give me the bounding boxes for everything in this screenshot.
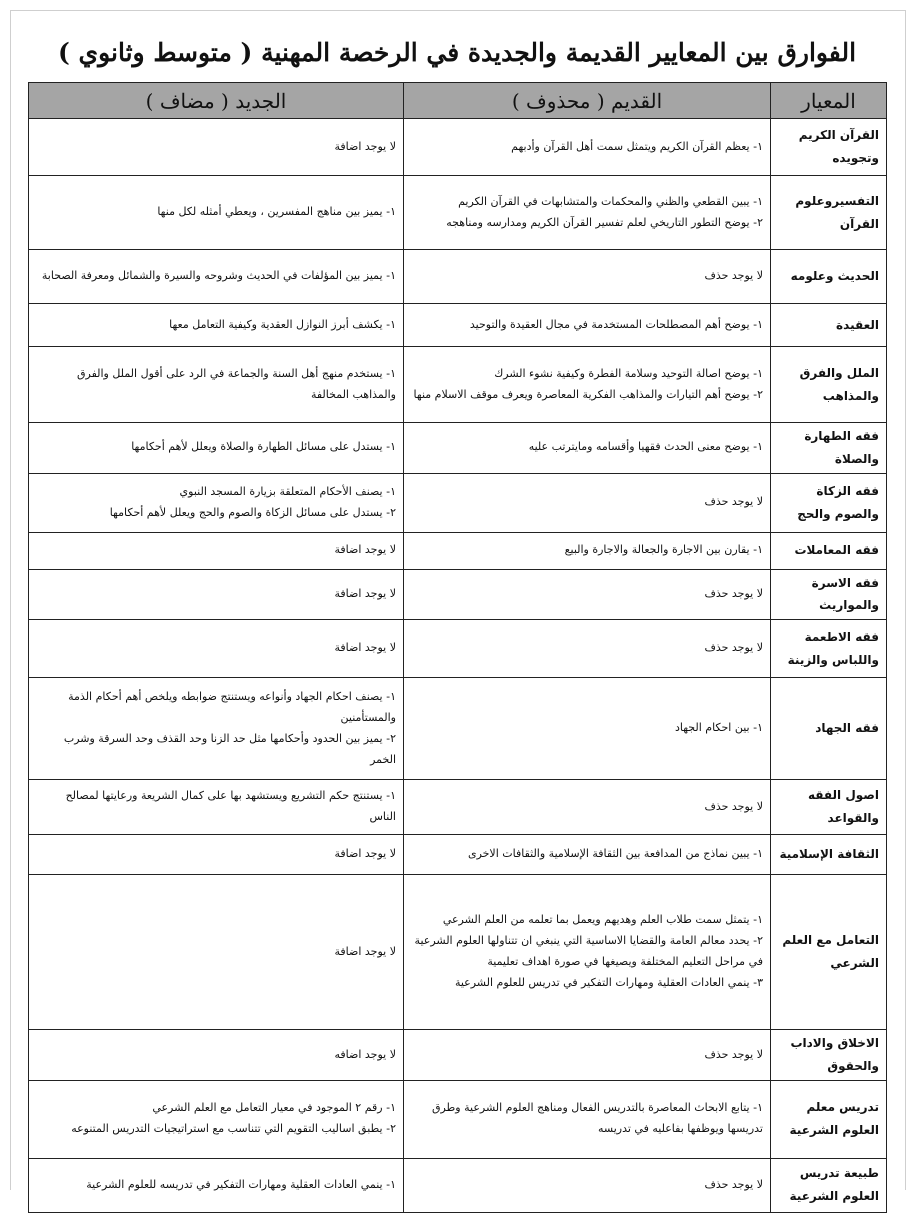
new-item: لا يوجد اضافة [334,944,396,958]
old-cell [404,423,771,474]
new-item: ٢- يستدل على مسائل الزكاة والصوم والحج ويعلل لأهم أحكامها [109,505,396,519]
old-item: ٢- يوضح أهم التيارات والمذاهب الفكرية المعاصرة ويعرف موقف الاسلام منها [413,387,763,401]
new-cell [29,875,404,1030]
new-item: ١- يكشف أبرز النوازل العقدية وكيفية التعامل معها [169,317,396,331]
criterion-cell: الاخلاق والاداب والحقوق [771,1030,887,1081]
criterion-cell: اصول الفقه والقواعد [771,780,887,835]
table-row [29,473,887,532]
table-row [29,1030,887,1081]
new-item: ١- يستدل على مسائل الطهارة والصلاة ويعلل لأهم أحكامها [131,440,396,454]
criterion-cell: فقه الزكاة والصوم والحج [771,473,887,532]
old-item: لا يوجد حذف [704,641,763,655]
new-cell [29,347,404,423]
table-row [29,119,887,176]
table-row [29,835,887,875]
old-item: ١- يتمثل سمت طلاب العلم وهديهم ويعمل بما تعلمه من العلم الشرعي [442,913,763,927]
criterion-cell: فقه الجهاد [771,678,887,780]
old-item: لا يوجد حذف [704,495,763,509]
new-item: ١- رقم ٢ الموجود في معيار التعامل مع العلم الشرعي [152,1101,396,1115]
criterion-cell: التعامل مع العلم الشرعي [771,875,887,1030]
criterion-cell: فقه الطهارة والصلاة [771,423,887,474]
new-item: لا يوجد اضافه [334,1047,396,1061]
new-cell [29,304,404,347]
old-item: ١- يعظم القرآن الكريم ويتمثل سمت أهل القرآن وأدبهم [511,139,763,153]
table-row [29,1158,887,1212]
old-item: ٢- يوضح التطور التاريخي لعلم تفسير القرآن الكريم ومدارسه ومناهجه [446,215,763,229]
old-cell [404,176,771,250]
new-cell [29,532,404,569]
table-row [29,423,887,474]
old-item: ١- يوضح اصالة التوحيد وسلامة الفطرة وكيفية نشوء الشرك [494,366,763,380]
new-cell [29,176,404,250]
old-cell [404,780,771,835]
new-item: لا يوجد اضافة [334,641,396,655]
old-item: لا يوجد حذف [704,799,763,813]
table-row [29,678,887,780]
new-item: لا يوجد اضافة [334,543,396,557]
new-item: ١- يستنتج حكم التشريع ويستشهد بها على كمال الشريعة ورعايتها لمصالح الناس [65,789,396,824]
criterion-cell: الملل والفرق والمذاهب [771,347,887,423]
old-item: ١- يوضح معنى الحدث فقهيا وأقسامه ومايترتب عليه [528,440,763,454]
header-old: القديم ( محذوف ) [404,83,771,119]
old-item: ١- يبين نماذج من المدافعة بين الثقافة الإسلامية والثقافات الاخرى [467,847,763,861]
old-cell [404,119,771,176]
old-cell [404,875,771,1030]
new-cell [29,620,404,678]
old-item: لا يوجد حذف [704,269,763,283]
old-cell [404,473,771,532]
criterion-cell: تدريس معلم العلوم الشرعية [771,1080,887,1158]
table-row [29,1080,887,1158]
document-title: الفوارق بين المعايير القديمة والجديدة في الرخصة المهنية ( متوسط وثانوي ) [58,37,857,67]
old-cell [404,1158,771,1212]
criterion-cell: الحديث وعلومه [771,250,887,304]
new-cell [29,119,404,176]
new-item: لا يوجد اضافة [334,586,396,600]
old-cell [404,532,771,569]
table-row [29,569,887,620]
table-row [29,620,887,678]
new-item: ١- يصنف الأحكام المتعلقة بزيارة المسجد النبوي [179,484,396,498]
new-cell [29,1030,404,1081]
old-cell [404,1080,771,1158]
criterion-cell: العقيدة [771,304,887,347]
criterion-cell: القرآن الكريم وتجويده [771,119,887,176]
old-item: ١- يوضح أهم المصطلحات المستخدمة في مجال العقيدة والتوحيد [469,317,763,331]
new-cell [29,473,404,532]
new-item: ٢- يميز بين الحدود وأحكامها مثل حد الزنا وحد القذف وحد السرقة وشرب الخمر [63,731,396,766]
new-item: ١- يستخدم منهج أهل السنة والجماعة في الرد على أقول الملل والفرق والمذاهب المخالفة [76,366,396,401]
new-cell [29,678,404,780]
table-row [29,304,887,347]
old-item: لا يوجد حذف [704,1047,763,1061]
new-cell [29,569,404,620]
old-item: ٢- يحدد معالم العامة والقضايا الاساسية التي ينبغي ان تتناولها العلوم الشرعية في مراحل التعليم المختلفة ويصيغها في صورة اهداف تعليمية [414,934,763,969]
header-row [29,83,887,119]
criterion-cell: فقه الاطعمة واللباس والزينة [771,620,887,678]
criterion-cell: فقه الاسرة والمواريث [771,569,887,620]
criterion-cell: التفسيروعلوم القرآن [771,176,887,250]
new-item: لا يوجد اضافة [334,847,396,861]
old-cell [404,620,771,678]
new-item: ١- يميز بين المؤلفات في الحديث وشروحه والسيرة والشمائل ومعرفة الصحابة [41,269,396,283]
criterion-cell: الثقافة الإسلامية [771,835,887,875]
criterion-cell: فقه المعاملات [771,532,887,569]
new-cell [29,1158,404,1212]
old-item: ١- يقارن بين الاجارة والجعالة والاجارة والبيع [564,543,763,557]
new-item: ١- يصنف احكام الجهاد وأنواعه ويستنتج ضوابطه ويلخص أهم أحكام الذمة والمستأمنين [68,689,396,724]
new-item: ١- ينمي العادات العقلية ومهارات التفكير في تدريسه للعلوم الشرعية [86,1177,396,1191]
table-row [29,780,887,835]
comparison-table [28,82,887,1213]
old-item: ١- يبين القطعي والظني والمحكمات والمتشابهات في القرآن الكريم [458,194,763,208]
old-cell [404,678,771,780]
criterion-cell: طبيعة تدريس العلوم الشرعية [771,1158,887,1212]
old-cell [404,304,771,347]
new-cell [29,780,404,835]
new-item: ٢- يطبق اساليب التقويم التي تتناسب مع استراتيجيات التدريس المتنوعه [71,1122,396,1136]
table-row [29,532,887,569]
header-criterion: المعيار [771,83,887,119]
new-item: لا يوجد اضافة [334,139,396,153]
old-item: ١- بين احكام الجهاد [674,721,763,735]
new-cell [29,250,404,304]
old-cell [404,835,771,875]
old-item: ٣- ينمي العادات العقلية ومهارات التفكير في تدريس للعلوم الشرعية [454,976,763,990]
old-cell [404,1030,771,1081]
old-item: ١- يتابع الابحاث المعاصرة بالتدريس الفعال ومناهج العلوم الشرعية وطرق تدريسها ويوظفها بفاعليه في تدريسه [431,1101,763,1136]
table-row [29,176,887,250]
new-item: ١- يميز بين مناهج المفسرين ، ويعطي أمثله لكل منها [157,205,396,219]
old-cell [404,250,771,304]
new-cell [29,835,404,875]
old-item: لا يوجد حذف [704,586,763,600]
new-cell [29,1080,404,1158]
old-cell [404,347,771,423]
header-new: الجديد ( مضاف ) [29,83,404,119]
new-cell [29,423,404,474]
old-item: لا يوجد حذف [704,1177,763,1191]
table-row [29,250,887,304]
table-row [29,875,887,1030]
table-row [29,347,887,423]
old-cell [404,569,771,620]
